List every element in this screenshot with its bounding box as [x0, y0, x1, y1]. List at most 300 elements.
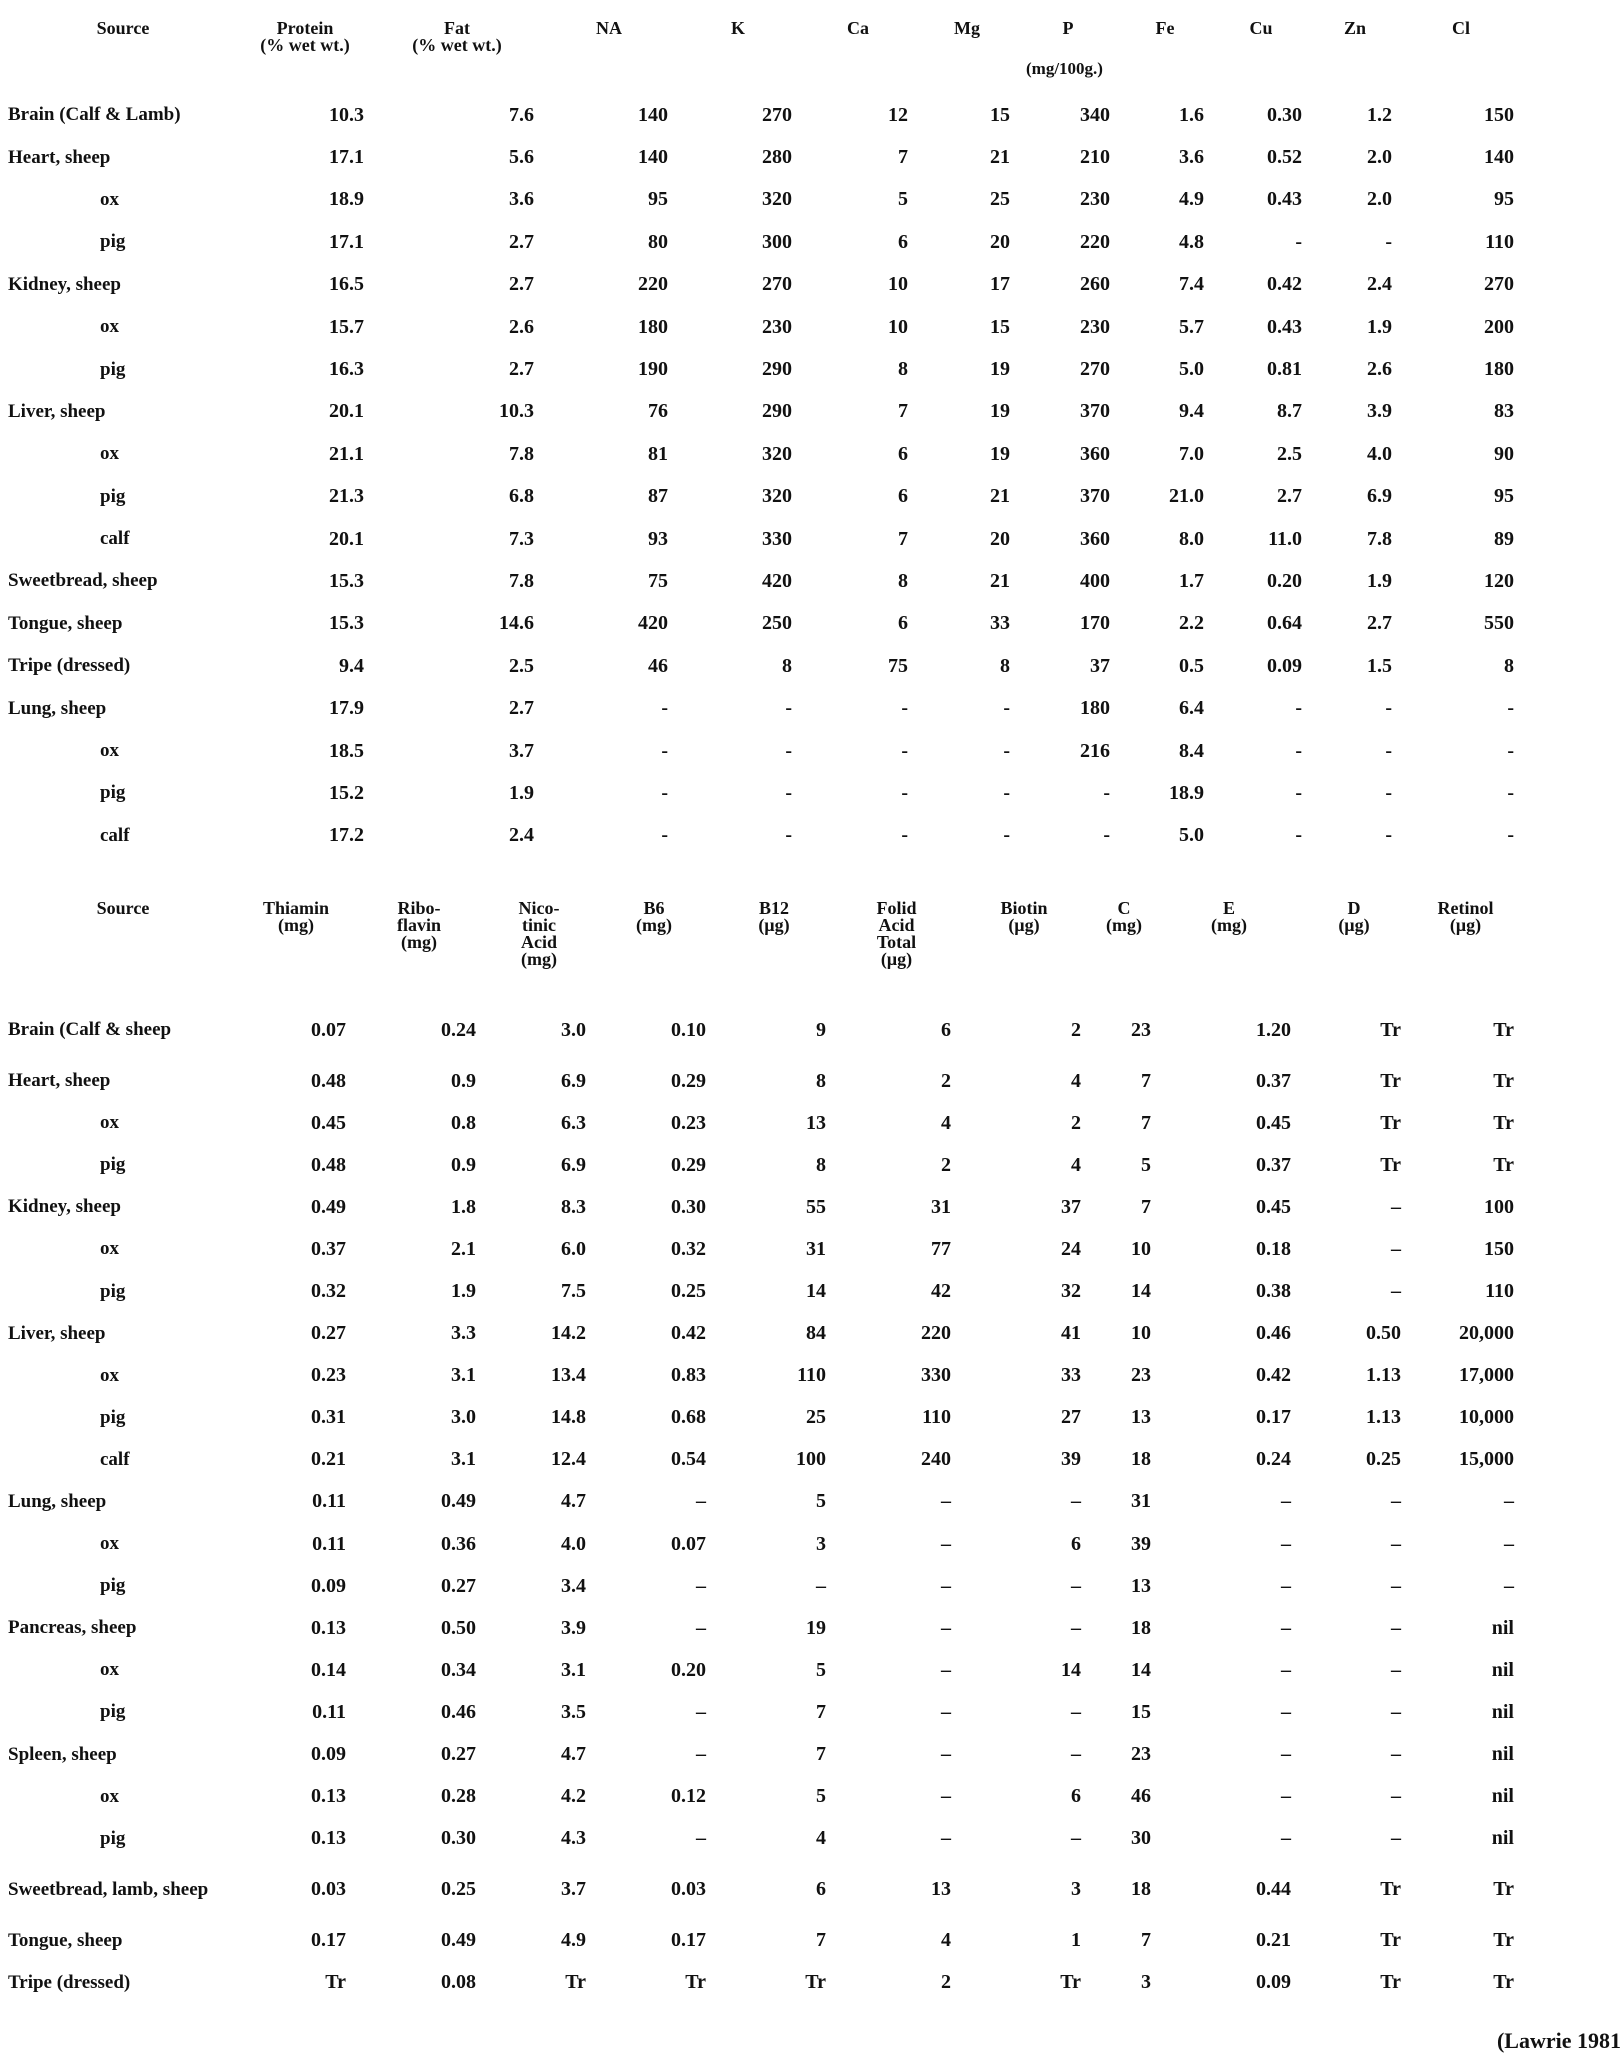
- table-cell: 6.3: [561, 1111, 586, 1134]
- minerals-col-header: Fat (% wet wt.): [412, 18, 502, 55]
- table-cell: 6: [816, 1878, 826, 1901]
- empty-cell: [676, 60, 800, 94]
- row-label: Brain (Calf & sheep: [8, 1019, 172, 1040]
- table-cell: 0.17: [1256, 1406, 1291, 1429]
- table-row: [8, 603, 1522, 645]
- table-cell: 7: [1141, 1929, 1151, 1952]
- table-cell: –: [1391, 1532, 1401, 1555]
- table-cell: 0.13: [311, 1827, 346, 1850]
- table-cell: 14.2: [551, 1322, 586, 1345]
- table-cell: 0.43: [1267, 188, 1302, 211]
- table-cell: 18.9: [329, 188, 364, 211]
- table-cell: 5: [898, 188, 908, 211]
- table-cell: 5.6: [509, 146, 534, 169]
- table-cell: –: [941, 1574, 951, 1597]
- table-row: [8, 1776, 1522, 1818]
- table-cell: 27: [1061, 1406, 1081, 1429]
- table-row: [8, 221, 1522, 263]
- row-label: Tongue, sheep: [8, 1929, 123, 1951]
- table-cell: –: [1391, 1280, 1401, 1303]
- table-cell: 0.37: [311, 1237, 346, 1260]
- table-cell: 320: [762, 442, 792, 465]
- table-cell: 8: [898, 358, 908, 381]
- table-cell: -: [1003, 739, 1010, 762]
- row-label: ox: [100, 1364, 119, 1386]
- minerals-table-body: [8, 94, 1522, 857]
- table-cell: 330: [762, 527, 792, 550]
- vitamins-table: [8, 900, 1522, 2004]
- table-cell: 220: [1080, 230, 1110, 253]
- table-cell: 0.20: [671, 1658, 706, 1681]
- table-cell: 4: [1071, 1153, 1081, 1176]
- table-cell: 370: [1080, 485, 1110, 508]
- table-row: [8, 391, 1522, 433]
- table-cell: 0.32: [311, 1280, 346, 1303]
- table-cell: 230: [1080, 188, 1110, 211]
- table-row: [8, 1691, 1522, 1733]
- table-cell: 0.50: [441, 1616, 476, 1639]
- table-cell: 0.42: [1256, 1364, 1291, 1387]
- row-label: ox: [100, 1112, 119, 1134]
- vitamins-col-header: Biotin (µg): [1000, 898, 1048, 935]
- table-row: [8, 179, 1522, 221]
- table-cell: 8.4: [1179, 739, 1204, 762]
- table-row: [8, 306, 1522, 348]
- table-cell: 3: [816, 1532, 826, 1555]
- table-cell: 9: [816, 1018, 826, 1041]
- table-row: [8, 730, 1522, 772]
- row-label: ox: [100, 188, 119, 210]
- table-cell: 2.7: [1277, 485, 1302, 508]
- table-row: [8, 1228, 1522, 1270]
- table-cell: 18.5: [329, 739, 364, 762]
- table-cell: 140: [638, 146, 668, 169]
- table-cell: 210: [1080, 146, 1110, 169]
- table-cell: –: [1071, 1574, 1081, 1597]
- table-cell: 0.49: [441, 1490, 476, 1513]
- table-cell: 4: [816, 1827, 826, 1850]
- table-cell: 3.1: [451, 1448, 476, 1471]
- table-cell: 6: [898, 612, 908, 635]
- table-cell: 230: [1080, 315, 1110, 338]
- table-cell: 2: [1071, 1111, 1081, 1134]
- table-cell: 7.8: [509, 569, 534, 592]
- table-cell: 0.46: [1256, 1322, 1291, 1345]
- row-label: pig: [100, 1280, 126, 1302]
- table-cell: 0.20: [1267, 569, 1302, 592]
- table-cell: Tr: [325, 1971, 346, 1994]
- table-cell: 2.0: [1367, 146, 1392, 169]
- table-cell: 17.9: [329, 697, 364, 720]
- table-cell: 140: [1484, 146, 1514, 169]
- table-row: [8, 1818, 1522, 1860]
- table-cell: 0.11: [312, 1490, 346, 1513]
- table-cell: –: [941, 1658, 951, 1681]
- table-cell: 3: [1141, 1971, 1151, 1994]
- table-cell: 0.25: [671, 1280, 706, 1303]
- table-cell: 6.8: [509, 485, 534, 508]
- table-cell: 0.49: [311, 1195, 346, 1218]
- table-cell: 220: [638, 273, 668, 296]
- table-row: [8, 1962, 1522, 2004]
- table-cell: nil: [1491, 1785, 1514, 1808]
- table-cell: -: [901, 781, 908, 804]
- minerals-col-header: P: [1062, 18, 1074, 38]
- table-cell: 4.7: [561, 1743, 586, 1766]
- table-row: [8, 645, 1522, 687]
- minerals-col-header: Fe: [1155, 18, 1175, 38]
- table-cell: 1.7: [1179, 569, 1204, 592]
- table-cell: 23: [1131, 1018, 1151, 1041]
- table-cell: nil: [1491, 1658, 1514, 1681]
- table-row: [8, 560, 1522, 602]
- table-cell: 2.5: [1277, 442, 1302, 465]
- table-cell: 7: [816, 1700, 826, 1723]
- table-cell: 5: [1141, 1153, 1151, 1176]
- table-cell: 0.09: [311, 1743, 346, 1766]
- table-cell: –: [696, 1700, 706, 1723]
- table-cell: 5.0: [1179, 358, 1204, 381]
- table-cell: 14: [806, 1280, 826, 1303]
- table-cell: 100: [796, 1448, 826, 1471]
- table-cell: 100: [1484, 1195, 1514, 1218]
- table-cell: 16.5: [329, 273, 364, 296]
- row-label: Lung, sheep: [8, 1490, 107, 1512]
- table-cell: 180: [638, 315, 668, 338]
- table-cell: 15.3: [329, 612, 364, 635]
- row-label: Sweetbread, sheep: [8, 570, 158, 592]
- table-row: [8, 1649, 1522, 1691]
- table-cell: –: [816, 1574, 826, 1597]
- table-cell: –: [1281, 1616, 1291, 1639]
- row-label: calf: [100, 528, 130, 550]
- table-cell: 110: [1485, 1280, 1514, 1303]
- row-label: pig: [100, 1154, 126, 1176]
- table-cell: -: [1003, 697, 1010, 720]
- table-cell: Tr: [805, 1971, 826, 1994]
- table-cell: 0.12: [671, 1785, 706, 1808]
- table-cell: 6: [941, 1018, 951, 1041]
- row-label: pig: [100, 1406, 126, 1428]
- table-cell: –: [1281, 1574, 1291, 1597]
- table-cell: 21.1: [329, 442, 364, 465]
- table-row: [8, 815, 1522, 857]
- table-cell: -: [901, 824, 908, 847]
- row-label: Spleen, sheep: [8, 1743, 117, 1765]
- row-label: ox: [100, 1659, 119, 1681]
- table-cell: 120: [1484, 569, 1514, 592]
- table-cell: 0.42: [1267, 273, 1302, 296]
- table-cell: 76: [648, 400, 668, 423]
- row-label: Pancreas, sheep: [8, 1617, 137, 1639]
- table-cell: 1.6: [1179, 103, 1204, 126]
- table-cell: Tr: [685, 1971, 706, 1994]
- table-cell: 0.44: [1256, 1878, 1291, 1901]
- table-cell: 20.1: [329, 527, 364, 550]
- row-label: Lung, sheep: [8, 697, 107, 719]
- table-row: [8, 1060, 1522, 1102]
- table-cell: 3.9: [1367, 400, 1392, 423]
- table-cell: 140: [638, 103, 668, 126]
- row-label: Brain (Calf & Lamb): [8, 104, 181, 126]
- table-cell: 0.07: [671, 1532, 706, 1555]
- table-cell: 9.4: [339, 654, 364, 677]
- table-cell: -: [661, 739, 668, 762]
- table-cell: 0.11: [312, 1700, 346, 1723]
- table-cell: -: [1385, 230, 1392, 253]
- table-row: [8, 1144, 1522, 1186]
- table-cell: –: [941, 1827, 951, 1850]
- table-cell: 0.03: [311, 1878, 346, 1901]
- table-cell: 24: [1061, 1237, 1081, 1260]
- table-cell: 1.9: [451, 1280, 476, 1303]
- table-cell: –: [1071, 1827, 1081, 1850]
- table-cell: 300: [762, 230, 792, 253]
- table-cell: -: [1507, 739, 1514, 762]
- table-row: [8, 772, 1522, 814]
- table-cell: 220: [921, 1322, 951, 1345]
- table-cell: 31: [931, 1195, 951, 1218]
- table-row: [8, 1523, 1522, 1565]
- table-cell: -: [901, 697, 908, 720]
- table-cell: 4: [941, 1929, 951, 1952]
- table-row: [8, 518, 1522, 560]
- row-label: Tripe (dressed): [8, 655, 131, 677]
- table-cell: 10.3: [499, 400, 534, 423]
- vitamins-col-header: Nico- tinic Acid (mg): [518, 898, 560, 969]
- table-cell: 280: [762, 146, 792, 169]
- row-label: Heart, sheep: [8, 1070, 111, 1092]
- table-cell: 20: [990, 527, 1010, 550]
- table-cell: 2.6: [509, 315, 534, 338]
- table-cell: 0.29: [671, 1069, 706, 1092]
- table-cell: 42: [931, 1280, 951, 1303]
- table-cell: -: [1103, 781, 1110, 804]
- table-cell: 17,000: [1459, 1364, 1514, 1387]
- table-cell: 290: [762, 400, 792, 423]
- table-cell: 270: [1484, 273, 1514, 296]
- table-cell: 250: [762, 612, 792, 635]
- table-cell: 7: [898, 146, 908, 169]
- table-cell: Tr: [1380, 1069, 1401, 1092]
- table-cell: 180: [1080, 697, 1110, 720]
- table-row: [8, 136, 1522, 178]
- table-cell: 0.29: [671, 1153, 706, 1176]
- table-cell: 150: [1484, 103, 1514, 126]
- table-cell: Tr: [1493, 1111, 1514, 1134]
- table-cell: nil: [1491, 1616, 1514, 1639]
- table-cell: –: [1504, 1490, 1514, 1513]
- table-cell: 110: [1485, 230, 1514, 253]
- table-cell: 2: [941, 1971, 951, 1994]
- table-cell: 8.3: [561, 1195, 586, 1218]
- table-cell: 95: [1494, 485, 1514, 508]
- table-cell: 8: [898, 569, 908, 592]
- table-cell: 25: [806, 1406, 826, 1429]
- row-label: ox: [100, 316, 119, 338]
- vitamins-col-header: C (mg): [1106, 898, 1142, 935]
- table-cell: 16.3: [329, 358, 364, 381]
- table-cell: 6: [1071, 1785, 1081, 1808]
- table-cell: 6.0: [561, 1237, 586, 1260]
- row-label: pig: [100, 231, 126, 253]
- table-cell: 0.54: [671, 1448, 706, 1471]
- table-cell: 8: [782, 654, 792, 677]
- table-cell: 1.9: [1367, 569, 1392, 592]
- table-cell: –: [1391, 1658, 1401, 1681]
- row-label: ox: [100, 1533, 119, 1555]
- table-cell: –: [941, 1743, 951, 1766]
- table-cell: 6: [1071, 1532, 1081, 1555]
- table-cell: 8: [1504, 654, 1514, 677]
- table-cell: –: [696, 1490, 706, 1513]
- table-cell: 7.5: [561, 1280, 586, 1303]
- table-cell: 170: [1080, 612, 1110, 635]
- table-cell: 330: [921, 1364, 951, 1387]
- table-cell: 0.09: [1256, 1971, 1291, 1994]
- table-cell: –: [941, 1616, 951, 1639]
- table-cell: –: [1391, 1574, 1401, 1597]
- table-cell: 6: [898, 230, 908, 253]
- table-cell: 3.0: [451, 1406, 476, 1429]
- table-row: [8, 1860, 1522, 1920]
- table-cell: –: [1391, 1616, 1401, 1639]
- table-cell: 1.13: [1366, 1406, 1401, 1429]
- table-cell: 15.3: [329, 569, 364, 592]
- empty-cell: [1212, 60, 1310, 94]
- table-cell: 21.3: [329, 485, 364, 508]
- table-cell: 0.49: [441, 1929, 476, 1952]
- table-cell: 13.4: [551, 1364, 586, 1387]
- table-cell: 20,000: [1459, 1322, 1514, 1345]
- table-cell: 1.13: [1366, 1364, 1401, 1387]
- table-row: [8, 1000, 1522, 1060]
- table-cell: -: [1507, 697, 1514, 720]
- table-row: [8, 433, 1522, 475]
- table-cell: 0.48: [311, 1153, 346, 1176]
- table-cell: 3.5: [561, 1700, 586, 1723]
- table-cell: Tr: [1380, 1878, 1401, 1901]
- table-cell: 4.0: [1367, 442, 1392, 465]
- vitamins-col-header: Thiamin (mg): [262, 898, 330, 935]
- table-cell: 0.64: [1267, 612, 1302, 635]
- vitamins-header-row: [8, 900, 1522, 1000]
- table-cell: 89: [1494, 527, 1514, 550]
- table-cell: 2.7: [509, 697, 534, 720]
- table-cell: 83: [1494, 400, 1514, 423]
- table-cell: Tr: [1493, 1069, 1514, 1092]
- table-cell: 11.0: [1268, 527, 1302, 550]
- table-cell: 18: [1131, 1448, 1151, 1471]
- table-cell: 93: [648, 527, 668, 550]
- table-cell: 190: [638, 358, 668, 381]
- table-cell: 320: [762, 485, 792, 508]
- table-cell: 0.45: [1256, 1195, 1291, 1218]
- table-row: [8, 687, 1522, 729]
- table-cell: 3.6: [509, 188, 534, 211]
- table-cell: 5.0: [1179, 824, 1204, 847]
- row-label: calf: [100, 824, 130, 846]
- table-cell: -: [1003, 824, 1010, 847]
- table-cell: 2.2: [1179, 612, 1204, 635]
- table-cell: 7.3: [509, 527, 534, 550]
- table-cell: 23: [1131, 1364, 1151, 1387]
- row-label: Sweetbread, lamb, sheep: [8, 1878, 209, 1900]
- table-cell: 2.7: [509, 273, 534, 296]
- table-cell: 0.23: [671, 1111, 706, 1134]
- table-cell: 0.30: [1267, 103, 1302, 126]
- table-cell: -: [1295, 739, 1302, 762]
- table-cell: 10: [1131, 1237, 1151, 1260]
- table-cell: -: [1295, 230, 1302, 253]
- table-cell: 2: [941, 1153, 951, 1176]
- table-cell: 7.0: [1179, 442, 1204, 465]
- vitamins-col-header: Folid Acid Total (µg): [876, 898, 917, 969]
- table-cell: 420: [638, 612, 668, 635]
- table-cell: 0.43: [1267, 315, 1302, 338]
- vitamins-col-header: E (mg): [1211, 898, 1247, 935]
- table-cell: 0.03: [671, 1878, 706, 1901]
- table-cell: 0.24: [1256, 1448, 1291, 1471]
- row-label: ox: [100, 443, 119, 465]
- table-cell: Tr: [1380, 1018, 1401, 1041]
- table-cell: 37: [1090, 654, 1110, 677]
- table-cell: 0.17: [311, 1929, 346, 1952]
- table-cell: 0.27: [441, 1574, 476, 1597]
- table-cell: 0.25: [441, 1878, 476, 1901]
- table-cell: –: [696, 1827, 706, 1850]
- table-cell: 0.17: [671, 1929, 706, 1952]
- row-label: pig: [100, 782, 126, 804]
- table-cell: Tr: [1493, 1018, 1514, 1041]
- table-cell: 0.30: [671, 1195, 706, 1218]
- table-cell: 10,000: [1459, 1406, 1514, 1429]
- table-cell: 23: [1131, 1743, 1151, 1766]
- table-row: [8, 1565, 1522, 1607]
- table-cell: 4: [941, 1111, 951, 1134]
- vitamins-col-header: B12 (µg): [758, 898, 790, 935]
- table-cell: 32: [1061, 1280, 1081, 1303]
- table-row: [8, 264, 1522, 306]
- table-cell: 1: [1071, 1929, 1081, 1952]
- minerals-unit-row: [8, 60, 1522, 94]
- vitamins-table-body: [8, 1000, 1522, 2004]
- table-cell: 21: [990, 146, 1010, 169]
- table-cell: -: [1385, 824, 1392, 847]
- table-cell: 87: [648, 485, 668, 508]
- table-cell: Tr: [565, 1971, 586, 1994]
- table-cell: Tr: [1380, 1971, 1401, 1994]
- minerals-col-header: Ca: [847, 18, 869, 38]
- table-row: [8, 1481, 1522, 1523]
- table-cell: 5: [816, 1490, 826, 1513]
- citation: (Lawrie 1981: [1496, 2028, 1621, 2053]
- table-cell: 31: [1131, 1490, 1151, 1513]
- vitamins-table-header: [8, 900, 1522, 1000]
- table-cell: -: [1507, 781, 1514, 804]
- table-cell: 0.09: [1267, 654, 1302, 677]
- table-cell: –: [941, 1785, 951, 1808]
- table-cell: 0.10: [671, 1018, 706, 1041]
- empty-cell: [238, 60, 372, 94]
- table-cell: –: [941, 1532, 951, 1555]
- table-cell: 15: [1131, 1700, 1151, 1723]
- table-cell: 14: [1131, 1280, 1151, 1303]
- table-cell: 0.23: [311, 1364, 346, 1387]
- table-cell: 17.2: [329, 824, 364, 847]
- table-cell: –: [696, 1743, 706, 1766]
- table-row: [8, 1270, 1522, 1312]
